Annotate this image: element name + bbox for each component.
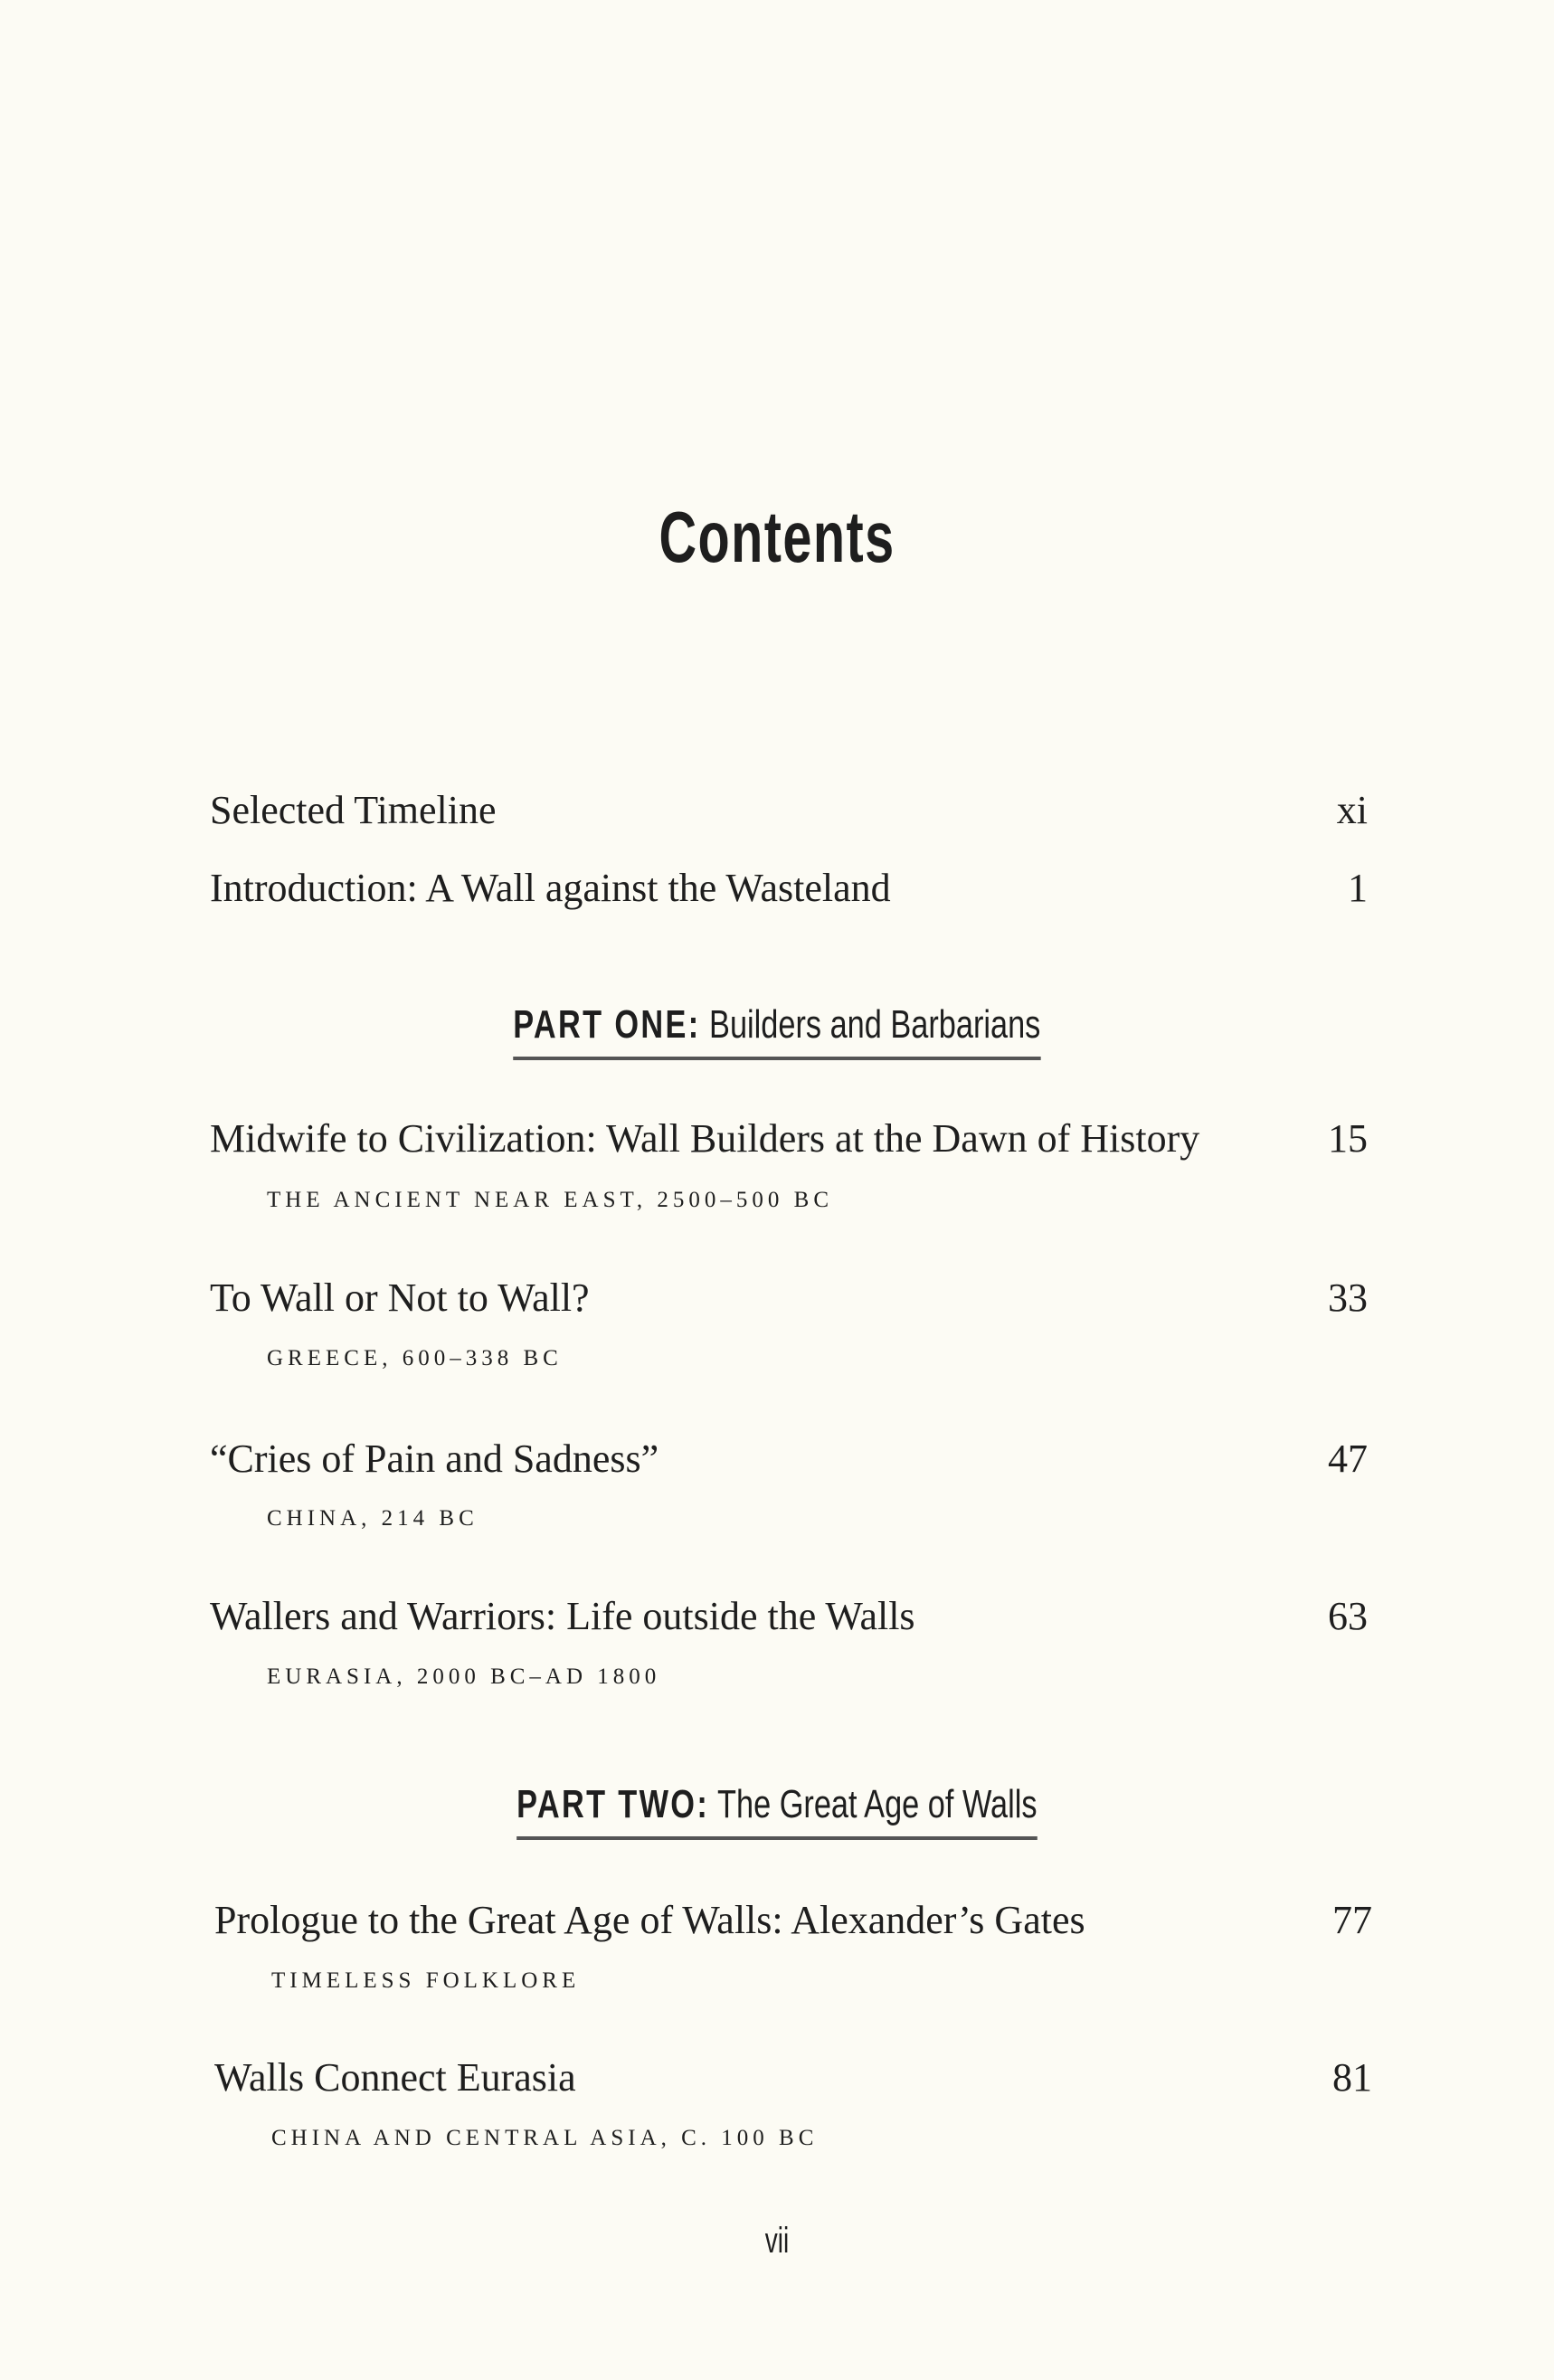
page-title: Contents [659, 497, 895, 577]
entry-subtitle: THE ANCIENT NEAR EAST, 2500–500 BC [267, 1188, 834, 1212]
entry-subtitle: TIMELESS FOLKLORE [271, 1968, 581, 1993]
toc-entry[interactable] [210, 1275, 1368, 1321]
entry-page: 63 [1328, 1594, 1368, 1638]
entry-title: Walls Connect Eurasia [214, 2055, 576, 2100]
entry-subtitle: CHINA AND CENTRAL ASIA, C. 100 BC [271, 2126, 819, 2150]
toc-entry[interactable] [210, 1593, 1368, 1639]
entry-subtitle: GREECE, 600–338 BC [267, 1346, 563, 1370]
toc-entry[interactable] [210, 865, 1368, 911]
toc-entry[interactable] [214, 2054, 1372, 2100]
part-name: Builders and Barbarians [709, 1002, 1041, 1047]
entry-page: xi [1336, 788, 1368, 832]
part-name: The Great Age of Walls [717, 1782, 1038, 1826]
toc-entry[interactable] [210, 1436, 1368, 1482]
part-label: PART ONE: [513, 1002, 701, 1047]
entry-title: “Cries of Pain and Sadness” [210, 1437, 659, 1481]
part-heading [0, 1782, 1554, 1840]
entry-page: 15 [1328, 1116, 1368, 1161]
part-label: PART TWO: [516, 1782, 710, 1826]
entry-subtitle: EURASIA, 2000 BC–AD 1800 [267, 1664, 661, 1689]
entry-page: 1 [1348, 866, 1368, 910]
entry-title: Introduction: A Wall against the Wasteland [210, 866, 891, 910]
toc-entry[interactable] [210, 787, 1368, 833]
entry-subtitle: CHINA, 214 BC [267, 1506, 479, 1531]
toc-entry[interactable] [214, 1897, 1372, 1943]
entry-page: 47 [1328, 1437, 1368, 1481]
entry-title: To Wall or Not to Wall? [210, 1275, 590, 1320]
entry-title: Selected Timeline [210, 788, 497, 832]
toc-entry[interactable] [210, 1115, 1368, 1162]
entry-page: 77 [1332, 1898, 1372, 1942]
page-number: vii [764, 2221, 790, 2261]
entry-page: 81 [1332, 2055, 1372, 2100]
entry-page: 33 [1328, 1275, 1368, 1320]
entry-title: Prologue to the Great Age of Walls: Alexander’s Gates [214, 1898, 1085, 1942]
entry-title: Midwife to Civilization: Wall Builders at the Dawn of History [210, 1116, 1200, 1161]
entry-title: Wallers and Warriors: Life outside the Walls [210, 1594, 915, 1638]
part-heading [0, 1002, 1554, 1060]
